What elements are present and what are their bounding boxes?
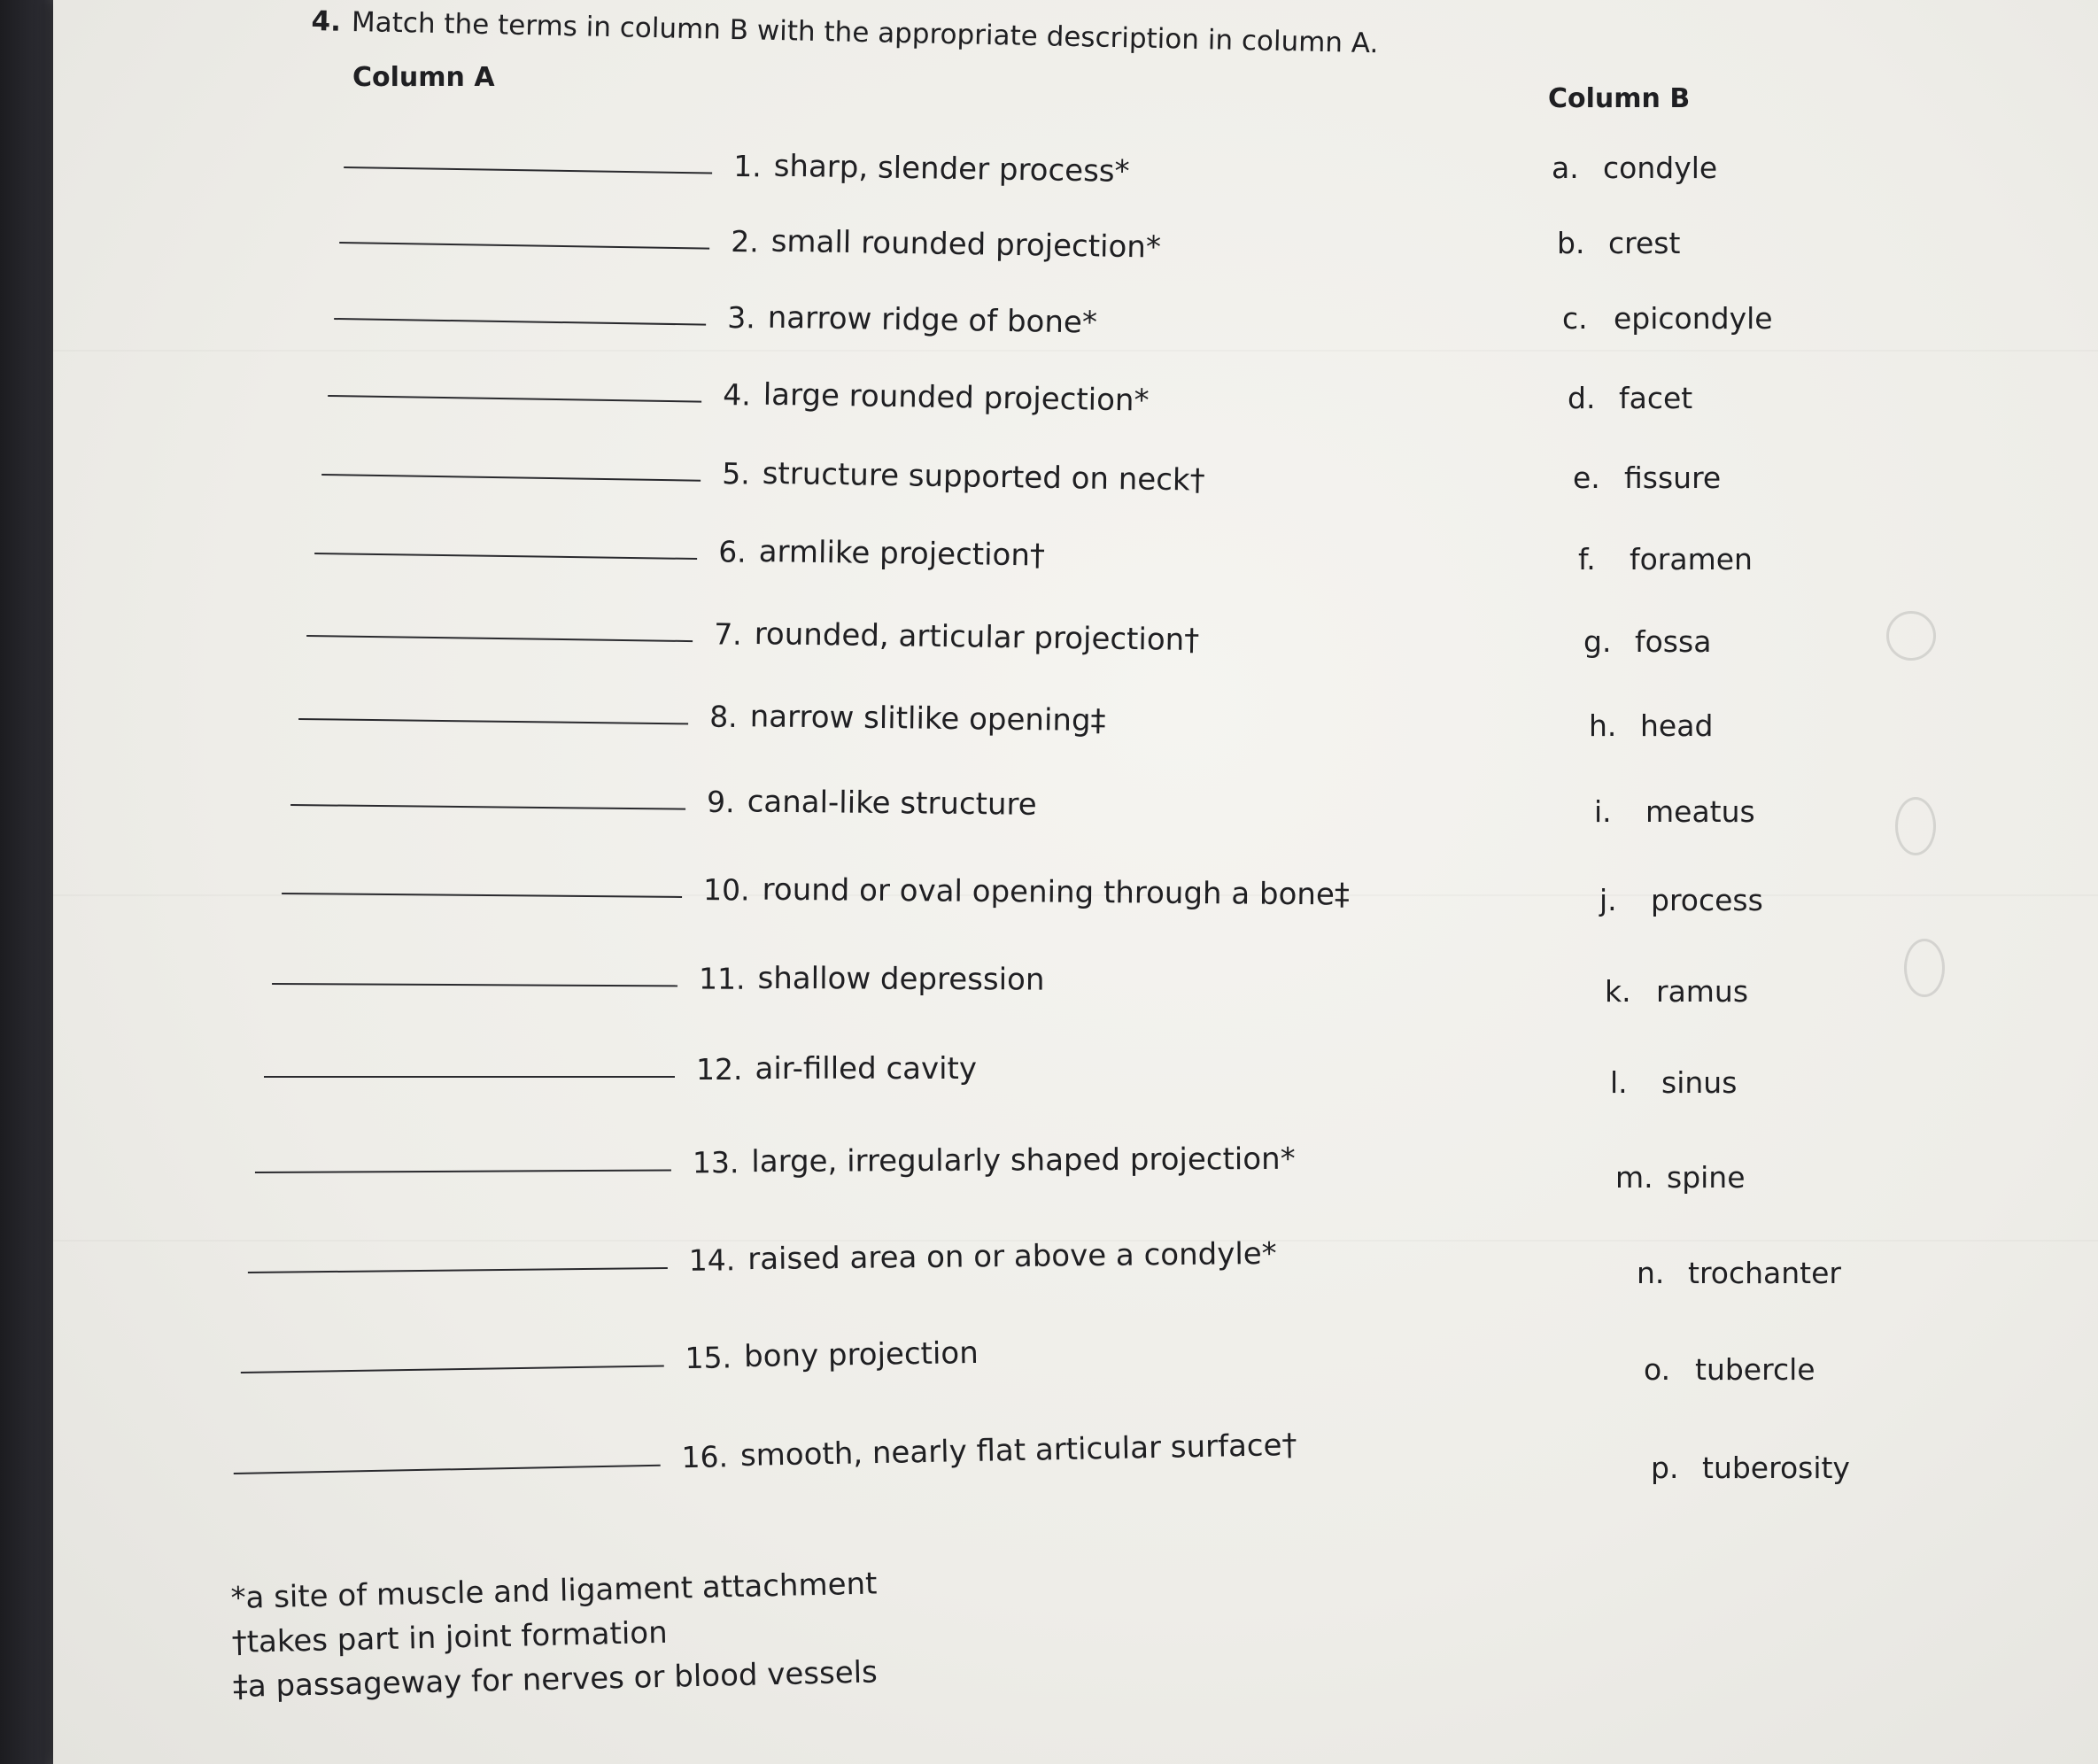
item-number: 15. [685, 1340, 732, 1376]
answer-blank[interactable] [306, 634, 693, 642]
answer-blank[interactable] [290, 803, 685, 810]
item-description: shallow depression [757, 960, 1045, 998]
answer-blank[interactable] [334, 317, 706, 326]
term-item [1594, 794, 1755, 829]
term-text: head [1640, 708, 1714, 743]
term-letter: m. [1615, 1160, 1653, 1195]
item-number: 5. [721, 456, 751, 491]
term-item [1637, 1256, 1841, 1290]
item-number: 2. [730, 223, 760, 259]
item-description: canal-like structure [747, 784, 1037, 823]
item-description: raised area on or above a condyle* [747, 1235, 1277, 1278]
list-item [255, 1141, 1296, 1182]
term-item [1605, 974, 1748, 1009]
term-letter: n. [1637, 1256, 1665, 1290]
term-text: crest [1608, 226, 1681, 260]
item-number: 13. [692, 1145, 739, 1180]
answer-blank[interactable] [264, 1075, 675, 1078]
item-description: structure supported on neck† [762, 455, 1205, 499]
question-text: Match the terms in column B with the appropriate description in column A. [351, 5, 1379, 60]
column-b-heading: Column B [1548, 83, 1691, 114]
item-number: 1. [732, 148, 763, 184]
term-letter: p. [1651, 1451, 1679, 1485]
item-number: 9. [706, 784, 735, 820]
item-number: 12. [696, 1052, 743, 1087]
item-number: 11. [698, 961, 746, 996]
pencil-mark [1886, 611, 1936, 661]
item-description: narrow ridge of bone* [767, 299, 1098, 341]
term-letter: h. [1589, 708, 1617, 743]
term-letter: a. [1552, 151, 1579, 185]
item-description: narrow slitlike opening‡ [749, 699, 1106, 739]
answer-blank[interactable] [255, 1169, 671, 1173]
term-item [1557, 226, 1680, 260]
answer-blank[interactable] [298, 717, 688, 724]
term-letter: e. [1573, 460, 1600, 495]
footnotes [230, 1561, 879, 1709]
term-item [1615, 1160, 1746, 1195]
term-item [1589, 708, 1713, 743]
term-text: spine [1667, 1160, 1746, 1195]
term-letter: g. [1583, 624, 1612, 659]
item-number: 14. [688, 1242, 736, 1278]
term-text: ramus [1656, 974, 1749, 1009]
answer-blank[interactable] [241, 1364, 664, 1373]
term-text: epicondyle [1614, 301, 1773, 336]
term-letter: o. [1644, 1352, 1671, 1387]
term-text: process [1651, 883, 1763, 917]
item-description: bony projection [743, 1335, 979, 1375]
term-text: fossa [1635, 624, 1712, 659]
item-number: 10. [702, 872, 750, 908]
term-letter: b. [1557, 226, 1585, 260]
term-item [1578, 542, 1753, 576]
answer-blank[interactable] [328, 394, 701, 403]
term-text: foramen [1630, 542, 1753, 576]
item-number: 3. [726, 299, 756, 336]
item-description: sharp, slender process* [773, 148, 1130, 190]
item-description: large, irregularly shaped projection* [751, 1141, 1296, 1180]
answer-blank[interactable] [272, 982, 677, 986]
footnote-attachment: *a site of muscle and ligament attachment [230, 1566, 878, 1616]
answer-blank[interactable] [314, 552, 697, 560]
term-letter: l. [1610, 1065, 1628, 1100]
term-item [1610, 1065, 1737, 1100]
answer-blank[interactable] [248, 1266, 668, 1273]
term-item [1562, 301, 1773, 336]
list-item [272, 958, 1045, 998]
term-item [1644, 1352, 1815, 1387]
list-item [264, 1051, 977, 1087]
answer-blank[interactable] [339, 241, 709, 250]
term-item [1599, 883, 1763, 917]
item-description: round or oval opening through a bone‡ [762, 871, 1351, 913]
item-description: rounded, articular projection† [754, 616, 1200, 659]
term-letter: j. [1599, 883, 1617, 917]
item-description: smooth, nearly flat articular surface† [739, 1427, 1297, 1474]
term-text: tuberosity [1702, 1451, 1850, 1485]
answer-blank[interactable] [234, 1464, 661, 1474]
pencil-mark [1895, 797, 1936, 855]
column-a-heading: Column A [352, 62, 495, 93]
item-description: armlike projection† [758, 534, 1046, 574]
term-text: tubercle [1695, 1352, 1815, 1387]
term-item [1583, 624, 1711, 659]
term-item [1552, 151, 1717, 185]
term-text: meatus [1645, 794, 1755, 829]
pencil-mark [1904, 939, 1945, 997]
footnote-passageway: ‡a passageway for nerves or blood vessels [232, 1654, 879, 1705]
term-letter: f. [1578, 542, 1596, 576]
answer-blank[interactable] [321, 473, 701, 482]
term-text: facet [1619, 381, 1693, 415]
term-item [1573, 460, 1721, 495]
answer-blank[interactable] [282, 892, 682, 898]
term-letter: c. [1562, 301, 1588, 336]
term-letter: d. [1568, 381, 1596, 415]
item-number: 7. [713, 616, 742, 652]
term-text: sinus [1661, 1065, 1738, 1100]
term-text: condyle [1603, 151, 1718, 185]
footnote-joint: †takes part in joint formation [231, 1614, 669, 1660]
item-number: 6. [717, 534, 747, 569]
term-text: fissure [1624, 460, 1722, 495]
term-letter: i. [1594, 794, 1612, 829]
item-number: 4. [722, 377, 752, 413]
bleed-through-line [53, 350, 2098, 352]
term-item [1568, 381, 1692, 415]
term-item [1651, 1451, 1850, 1485]
item-description: air-filled cavity [755, 1051, 978, 1087]
term-text: trochanter [1688, 1256, 1841, 1290]
answer-blank[interactable] [344, 166, 712, 174]
question-number: 4. [311, 5, 342, 38]
item-description: large rounded projection* [763, 376, 1150, 419]
item-description: small rounded projection* [770, 223, 1162, 266]
item-number: 8. [708, 699, 738, 735]
term-letter: k. [1605, 974, 1631, 1009]
item-number: 16. [681, 1439, 729, 1475]
